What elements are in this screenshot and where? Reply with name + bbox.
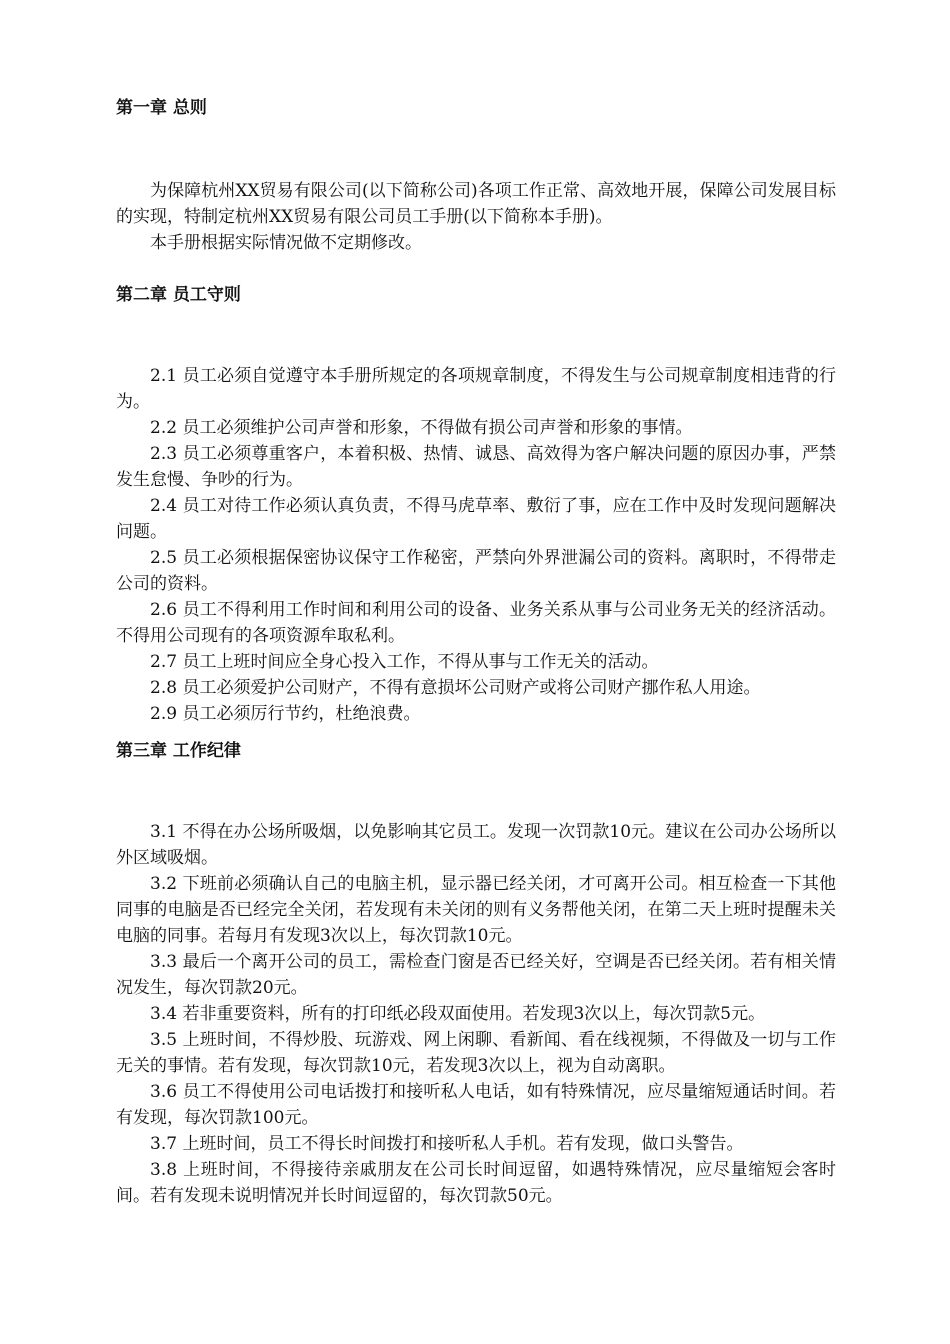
chapter3-article: 3.5 上班时间，不得炒股、玩游戏、网上闲聊、看新闻、看在线视频，不得做及一切与工作无关的事情。若有发现，每次罚款10元，若发现3次以上，视为自动离职。 [116, 1030, 836, 1076]
chapter3-article: 3.7 上班时间，员工不得长时间拨打和接听私人手机。若有发现，做口头警告。 [150, 1134, 744, 1154]
chapter3-article: 3.2 下班前必须确认自己的电脑主机，显示器已经关闭，才可离开公司。相互检查一下其他同事的电脑是否已经完全关闭，若发现有未关闭的则有义务帮他关闭，在第二天上班时提醒未关电脑的同事。若每月有发现3次以上，每次罚款10元。 [116, 874, 836, 946]
chapter2-article: 2.7 员工上班时间应全身心投入工作，不得从事与工作无关的活动。 [150, 652, 659, 672]
chapter3-article: 3.3 最后一个离开公司的员工，需检查门窗是否已经关好，空调是否已经关闭。若有相关情况发生，每次罚款20元。 [116, 952, 836, 998]
chapter3-article: 3.1 不得在办公场所吸烟，以免影响其它员工。发现一次罚款10元。建议在公司办公场所以外区域吸烟。 [116, 822, 836, 868]
chapter1-heading: 第一章 总则 [116, 98, 207, 118]
chapter2-article: 2.2 员工必须维护公司声誉和形象，不得做有损公司声誉和形象的事情。 [150, 418, 693, 438]
chapter3-body [116, 819, 836, 1209]
chapter2-article: 2.8 员工必须爱护公司财产，不得有意损坏公司财产或将公司财产挪作私人用途。 [150, 678, 761, 698]
chapter3-article: 3.6 员工不得使用公司电话拨打和接听私人电话，如有特殊情况，应尽量缩短通话时间。若有发现，每次罚款100元。 [116, 1082, 836, 1128]
chapter3-article: 3.8 上班时间，不得接待亲戚朋友在公司长时间逗留，如遇特殊情况，应尽量缩短会客时间。若有发现未说明情况并长时间逗留的，每次罚款50元。 [116, 1160, 836, 1206]
chapter1-body [116, 178, 836, 256]
chapter2-article: 2.9 员工必须厉行节约，杜绝浪费。 [150, 704, 421, 724]
chapter3-heading: 第三章 工作纪律 [116, 741, 241, 761]
chapter3-article: 3.4 若非重要资料，所有的打印纸必段双面使用。若发现3次以上，每次罚款5元。 [150, 1004, 766, 1024]
chapter2-heading: 第二章 员工守则 [116, 285, 241, 305]
chapter2-article: 2.3 员工必须尊重客户，本着积极、热情、诚恳、高效得为客户解决问题的原因办事，严禁发生怠慢、争吵的行为。 [116, 444, 836, 490]
chapter1-paragraph: 本手册根据实际情况做不定期修改。 [150, 233, 422, 253]
chapter2-article: 2.6 员工不得利用工作时间和利用公司的设备、业务关系从事与公司业务无关的经济活动。不得用公司现有的各项资源牟取私利。 [116, 600, 836, 646]
chapter1-paragraph: 为保障杭州XX贸易有限公司(以下简称公司)各项工作正常、高效地开展，保障公司发展目标的实现，特制定杭州XX贸易有限公司员工手册(以下简称本手册)。 [116, 181, 836, 227]
chapter2-article: 2.5 员工必须根据保密协议保守工作秘密，严禁向外界泄漏公司的资料。离职时，不得带走公司的资料。 [116, 548, 836, 594]
chapter2-article: 2.1 员工必须自觉遵守本手册所规定的各项规章制度，不得发生与公司规章制度相违背的行为。 [116, 366, 836, 412]
chapter2-body [116, 363, 836, 727]
chapter2-article: 2.4 员工对待工作必须认真负责，不得马虎草率、敷衍了事，应在工作中及时发现问题解决问题。 [116, 496, 836, 542]
